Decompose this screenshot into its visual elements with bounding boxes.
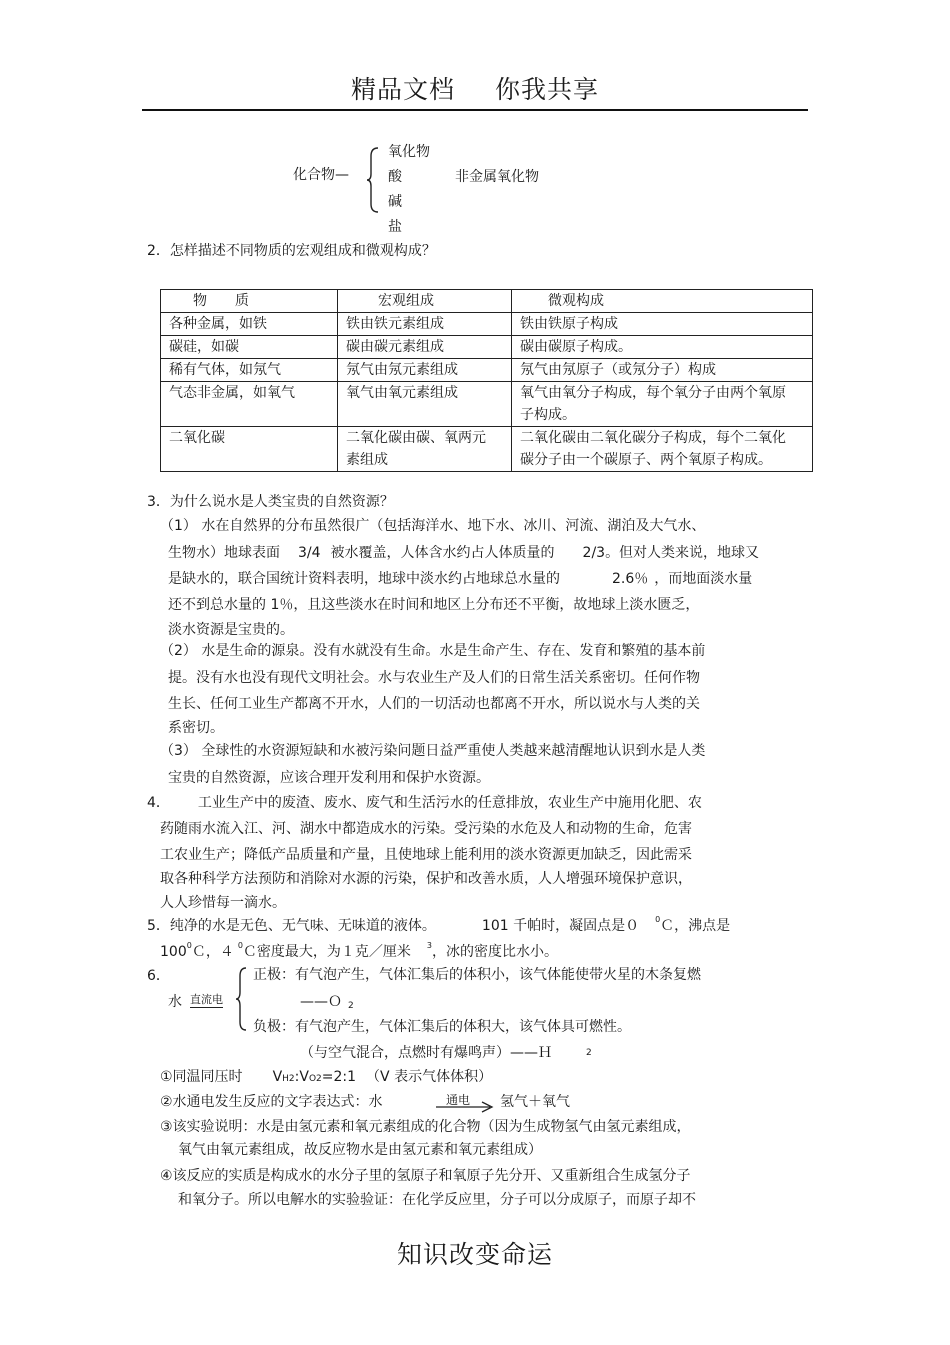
table-row <box>161 313 813 336</box>
q3-title: 3．为什么说水是人类宝贵的自然资源？ <box>147 494 394 510</box>
q3-p3-line: 宝贵的自然资源，应该合理开发利用和保护水资源。 <box>168 770 490 786</box>
superscript: 0 <box>186 941 192 950</box>
text-span: =2:1 <box>321 1069 357 1085</box>
text-span: 5．纯净的水是无色、无气味、无味道的液体。 <box>147 918 436 934</box>
compound-item-base: 碱 <box>388 194 402 210</box>
table-cell: 铁由铁原子构成 <box>512 313 813 336</box>
q6-item-3-cont: 氧气由氧元素组成，故反应物水是由氢元素和氧元素组成） <box>178 1142 542 1158</box>
text-span: 3/4 <box>298 545 321 561</box>
q6-item-2: ②水通电发生反应的文字表达式：水 <box>160 1094 383 1110</box>
text-span: Ｃ密度最大，为１克／厘米 <box>242 944 411 960</box>
table-cell: 氖气由氖元素组成 <box>338 359 512 382</box>
superscript: 0 <box>655 915 661 924</box>
compound-item-salt: 盐 <box>388 219 402 235</box>
text-span: 2/3。但对人类来说，地球又 <box>582 545 760 561</box>
subscript: 2 <box>348 1001 354 1011</box>
q3-p1-line: （1） 水在自然界的分布虽然很广（包括海洋水、地下水、冰川、河流、湖泊及大气水、 <box>160 518 706 534</box>
subscript: 2 <box>316 1074 322 1084</box>
text-span: 2.6％ <box>612 571 649 587</box>
text-span: 工业生产中的废渣、废水、废气和生活污水的任意排放，农业生产中施用化肥、农 <box>197 795 702 811</box>
text-span: （V 表示气体体积） <box>366 1069 493 1085</box>
table-cell: 铁由铁元素组成 <box>338 313 512 336</box>
page-header <box>0 70 950 106</box>
compound-item-oxide: 氧化物 <box>388 144 430 160</box>
text-span: Ｃ，４ <box>191 944 234 960</box>
q6-water: 水 <box>168 994 182 1010</box>
text-span: ——Ｏ <box>300 994 342 1010</box>
subscript: O <box>308 1074 317 1084</box>
q3-p2-line: （2） 水是生命的源泉。没有水就没有生命。水是生命产生、存在、发育和繁殖的基本前 <box>160 643 706 659</box>
q6-negative-line: 负极：有气泡产生，气体汇集后的体积大，该气体具可燃性。 <box>253 1019 631 1035</box>
q4-line: 人人珍惜每一滴水。 <box>160 895 286 911</box>
q3-p1-line <box>168 543 759 563</box>
table-cell: 二氧化碳由碳、氧两元素组成 <box>338 427 512 472</box>
q3-p3-line: （3） 全球性的水资源短缺和水被污染问题日益严重使人类越来越清醒地认识到水是人类 <box>160 743 706 759</box>
q4-number: 4． <box>147 795 170 811</box>
q6-item-4: ④该反应的实质是构成水的水分子里的氢原子和氧原子先分开、又重新组合生成氢分子 <box>160 1168 691 1184</box>
table-cell: 二氧化碳 <box>161 427 338 472</box>
table-cell: 氖气由氖原子（或氖分子）构成 <box>512 359 813 382</box>
q6-reaction-products: 氢气＋氧气 <box>500 1094 570 1110</box>
text-span: ，而地面淡水量 <box>654 571 753 587</box>
compound-side-note: 非金属氧化物 <box>455 169 539 185</box>
superscript: 0 <box>237 941 243 950</box>
brace-icon <box>234 966 248 1032</box>
table-row <box>161 427 813 472</box>
q3-p1-line: 还不到总水量的 1％，且这些淡水在时间和地区上分布还不平衡，故地球上淡水匮乏， <box>168 597 700 613</box>
q6-item-1 <box>160 1067 492 1089</box>
table-cell: 碳硅，如碳 <box>161 336 338 359</box>
q6-item-3: ③该实验说明：水是由氢元素和氧元素组成的化合物（因为生成物氢气由氢元素组成， <box>160 1119 691 1135</box>
table-cell: 氧气由氧分子构成，每个氧分子由两个氧原子构成。 <box>512 382 813 427</box>
q5-line <box>147 916 730 938</box>
header-rule <box>142 109 808 111</box>
q6-number: 6． <box>147 968 170 984</box>
table-cell: 气态非金属，如氧气 <box>161 382 338 427</box>
q3-p1-line <box>168 569 752 589</box>
table-cell: 二氧化碳由二氧化碳分子构成，每个二氧化碳分子由一个碳原子、两个氧原子构成。 <box>512 427 813 472</box>
q6-positive-result <box>300 992 354 1014</box>
table-header-cell: 微观构成 <box>512 290 813 313</box>
q4-line: 取各种科学方法预防和消除对水源的污染，保护和改善水质，人人增强环境保护意识， <box>160 871 692 887</box>
q6-electrolysis-label: 直流电 <box>190 993 223 1006</box>
table-header-cell: 宏观组成 <box>338 290 512 313</box>
subscript: H <box>282 1074 289 1084</box>
text-span: 被水覆盖，人体含水约占人体质量的 <box>330 545 555 561</box>
text-span: 生物水）地球表面 <box>168 545 280 561</box>
q4-line: 工农业生产；降低产品质量和产量，且使地球上能利用的淡水资源更加缺乏，因此需采 <box>160 847 692 863</box>
table-cell: 碳由碳元素组成 <box>338 336 512 359</box>
q2-title: 2．怎样描述不同物质的宏观组成和微观构成？ <box>147 243 436 259</box>
q3-p1-line: 淡水资源是宝贵的。 <box>168 622 294 638</box>
table-header-cell: 物 质 <box>161 290 338 313</box>
text-span: ，冰的密度比水小。 <box>432 944 559 960</box>
text-span: :V <box>294 1069 309 1085</box>
arrow-right-icon <box>436 1100 494 1114</box>
q6-arrow-label: 通电 <box>446 1093 471 1107</box>
q6-item-4-cont: 和氧分子。所以电解水的实验验证：在化学反应里，分子可以分成原子，而原子却不 <box>178 1192 696 1208</box>
table-row <box>161 382 813 427</box>
table-row <box>161 359 813 382</box>
q5-line <box>160 942 558 964</box>
page-footer: 知识改变命运 <box>396 1240 553 1269</box>
text-span: 是缺水的，联合国统计资料表明，地球中淡水约占地球总水量的 <box>168 571 560 587</box>
q6-positive-line: 正极：有气泡产生，气体汇集后的体积小，该气体能使带火星的木条复燃 <box>253 967 701 983</box>
text-span: V <box>272 1069 283 1085</box>
text-span: （与空气混合，点燃时有爆鸣声）——Ｈ <box>300 1045 552 1061</box>
compound-item-acid: 酸 <box>388 169 402 185</box>
q3-p2-line: 生长、任何工业生产都离不开水，人们的一切活动也都离不开水，所以说水与人类的关 <box>168 696 700 712</box>
text-span: 101 千帕时，凝固点是０ <box>481 918 640 934</box>
table-cell: 各种金属，如铁 <box>161 313 338 336</box>
text-span: Ｃ，沸点是 <box>660 918 731 934</box>
q6-negative-result <box>300 1043 592 1065</box>
table-header-row <box>161 290 813 313</box>
header-right: 你我共享 <box>495 75 600 104</box>
brace-icon <box>366 146 380 214</box>
table-cell: 碳由碳原子构成。 <box>512 336 813 359</box>
table-cell: 氧气由氧元素组成 <box>338 382 512 427</box>
q3-p2-line: 系密切。 <box>168 720 224 736</box>
composition-table <box>160 289 813 472</box>
subscript: 2 <box>586 1048 592 1058</box>
text-span: 100 <box>160 944 187 960</box>
table-cell: 稀有气体，如氖气 <box>161 359 338 382</box>
superscript: 3 <box>426 941 433 950</box>
q4-line <box>147 793 702 813</box>
q4-line: 药随雨水流入江、河、湖水中都造成水的污染。受污染的水危及人和动物的生命，危害 <box>160 821 692 837</box>
header-left: 精品文档 <box>350 75 455 104</box>
q3-p2-line: 提。没有水也没有现代文明社会。水与农业生产及人们的日常生活关系密切。任何作物 <box>168 670 700 686</box>
compound-label: 化合物— <box>293 167 349 183</box>
subscript: 2 <box>288 1074 295 1084</box>
text-span: ①同温同压时 <box>160 1069 243 1085</box>
table-row <box>161 336 813 359</box>
